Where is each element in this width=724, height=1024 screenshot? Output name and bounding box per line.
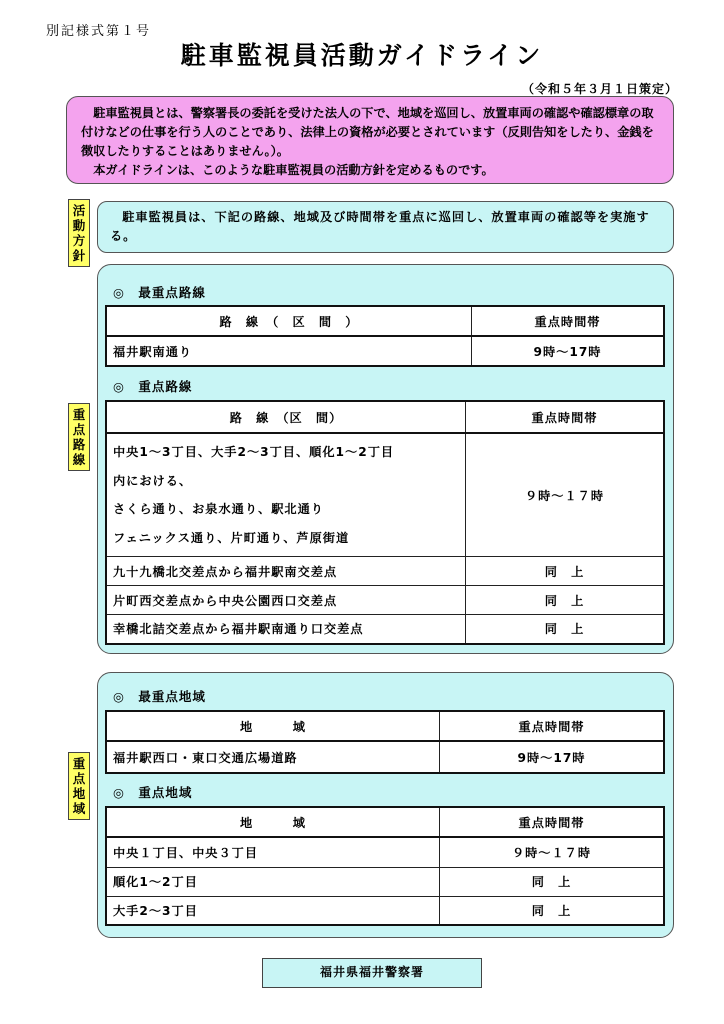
time-cell: 同 上	[466, 557, 665, 586]
time-cell: 9時～17時	[440, 741, 665, 773]
top-priority-routes-table	[105, 305, 665, 367]
table-row	[106, 615, 664, 644]
form-label: 別記様式第１号	[46, 24, 152, 39]
table-row	[106, 586, 664, 615]
table-row	[106, 741, 664, 773]
routes-label: 重 点 路 線	[68, 403, 90, 471]
column-header: 重点時間帯	[472, 306, 665, 336]
column-header: 地 域	[106, 711, 440, 741]
time-cell: ９時～１７時	[440, 837, 665, 867]
issuer-box: 福井県福井警察署	[262, 958, 482, 988]
column-header: 路 線 （ 区 間 ）	[106, 306, 472, 336]
time-cell: 9時～17時	[472, 336, 665, 366]
route-cell: 九十九橋北交差点から福井駅南交差点	[106, 557, 466, 586]
priority-routes-heading: ◎ 重点路線	[113, 379, 193, 394]
intro-paragraph-2: 本ガイドラインは、このような駐車監視員の活動方針を定めるものです。	[93, 163, 494, 177]
table-row	[106, 837, 664, 867]
column-header: 重点時間帯	[466, 401, 665, 433]
top-priority-areas-table	[105, 710, 665, 774]
time-cell: 同 上	[466, 586, 665, 615]
date-note: （令和５年３月１日策定）	[521, 82, 678, 96]
column-header: 重点時間帯	[440, 807, 665, 837]
time-cell: 同 上	[466, 615, 665, 644]
time-cell: ９時～１７時	[466, 433, 665, 557]
table-row	[106, 896, 664, 925]
column-header: 地 域	[106, 807, 440, 837]
route-cell: 片町西交差点から中央公園西口交差点	[106, 586, 466, 615]
route-cell: 福井駅南通り	[106, 336, 472, 366]
area-cell: 大手2～3丁目	[106, 896, 440, 925]
intro-paragraph-1: 駐車監視員とは、警察署長の委託を受けた法人の下で、地域を巡回し、放置車両の確認や確認標章の取付けなどの仕事を行う人のことであり、法律上の資格が必要とされています（反則告知をしたり、金銭を徴収したりすることはありません。）。	[81, 106, 654, 158]
table-row	[106, 336, 664, 366]
areas-label: 重 点 地 域	[68, 752, 90, 820]
table-row	[106, 433, 664, 557]
area-cell: 順化1～2丁目	[106, 867, 440, 896]
column-header: 重点時間帯	[440, 711, 665, 741]
column-header: 路 線 （区 間）	[106, 401, 466, 433]
page-title: 駐車監視員活動ガイドライン	[180, 41, 544, 70]
area-cell: 福井駅西口・東口交通広場道路	[106, 741, 440, 773]
policy-text: 駐車監視員は、下記の路線、地域及び時間帯を重点に巡回し、放置車両の確認等を実施する。	[110, 210, 650, 243]
policy-label: 活 動 方 針	[68, 199, 90, 267]
time-cell: 同 上	[440, 867, 665, 896]
area-cell: 中央１丁目、中央３丁目	[106, 837, 440, 867]
priority-areas-heading: ◎ 重点地域	[113, 785, 193, 800]
top-priority-areas-heading: ◎ 最重点地域	[113, 689, 206, 704]
time-cell: 同 上	[440, 896, 665, 925]
route-cell: 中央1～3丁目、大手2～3丁目、順化1～2丁目 内における、 さくら通り、お泉水通り、駅北通り フェニックス通り、片町通り、芦原街道	[106, 433, 466, 557]
policy-box	[97, 201, 674, 253]
table-row	[106, 557, 664, 586]
intro-box	[66, 96, 674, 184]
table-row	[106, 867, 664, 896]
top-priority-routes-heading: ◎ 最重点路線	[113, 285, 206, 300]
priority-areas-table	[105, 806, 665, 926]
priority-routes-table	[105, 400, 665, 645]
route-cell: 幸橋北詰交差点から福井駅南通り口交差点	[106, 615, 466, 644]
